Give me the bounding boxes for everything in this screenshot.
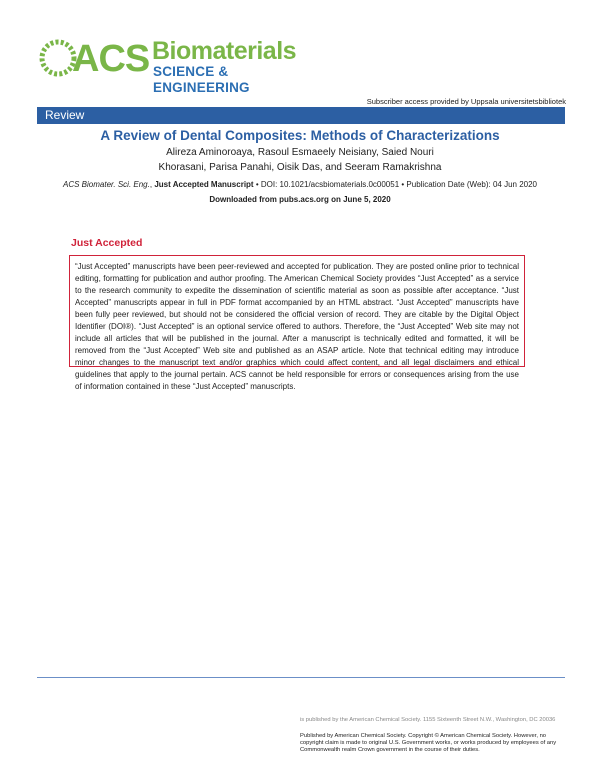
section-bar (37, 107, 565, 124)
publisher-address: is published by the American Chemical Society. 1155 Sixteenth Street N.W., Washington, DC 20036 (300, 717, 556, 723)
section-label: Review (45, 108, 85, 122)
article-title: A Review of Dental Composites: Methods of Characterizations (100, 128, 500, 143)
journal-abbreviation: ACS Biomater. Sci. Eng. (63, 180, 150, 189)
logo-acs-text: ACS (72, 38, 150, 80)
manuscript-status: Just Accepted Manuscript (154, 180, 254, 189)
doi-and-date: • DOI: 10.1021/acsbiomaterials.0c00051 • Publication Date (Web): 04 Jun 2020 (255, 180, 537, 189)
copyright-notice: Published by American Chemical Society. Copyright © American Chemical Society. However, no copyright claim is made to original U.S. Government works, or works produced by employees of any Commonwealth realm Crown government in the course of their duties. (300, 733, 557, 754)
footer-divider (37, 677, 565, 678)
author-list (0, 145, 600, 175)
authors-line-1: Alireza Aminoroaya, Rasoul Esmaeely Neisiany, Saied Nouri (166, 147, 434, 158)
journal-logo (38, 36, 297, 95)
subscriber-access-note: Subscriber access provided by Uppsala universitetsbibliotek (366, 97, 566, 106)
logo-subtitle-text: SCIENCE & ENGINEERING (153, 64, 250, 95)
citation-line: ACS Biomater. Sci. Eng., Just Accepted Manuscript • DOI: 10.1021/acsbiomaterials.0c00051 • Publication Date (Web): 04 Jun 2020 (63, 180, 537, 189)
just-accepted-notice: “Just Accepted” manuscripts have been peer-reviewed and accepted for publication. They are posted online prior to technical editing, formatting for publication and author proofing. The American Chemical Society provides “Just Accepted” as a service to the research community to expedite the dissemination of scientific material as soon as possible after acceptance. “Just Accepted” manuscripts appear in full in PDF format accompanied by an HTML abstract. “Just Accepted” manuscripts have been fully peer reviewed, but should not be considered the official version of record. They are citable by the Digital Object Identifier (DOI®). “Just Accepted” is an optional service offered to authors. Therefore, the “Just Accepted” Web site may not include all articles that will be published in the journal. After a manuscript is technically edited and formatted, it will be removed from the “Just Accepted” Web site and published as an ASAP article. Note that technical editing may introduce minor changes to the manuscript text and/or graphics which could affect content, and all legal disclaimers and ethical guidelines that apply to the journal pertain. ACS cannot be held responsible for errors or consequences arising from the use of information contained in these “Just Accepted” manuscripts. (69, 255, 525, 367)
logo-title-text: Biomaterials (152, 37, 297, 65)
download-note: Downloaded from pubs.acs.org on June 5, 2020 (209, 195, 391, 204)
authors-line-2: Khorasani, Parisa Panahi, Oisik Das, and Seeram Ramakrishna (158, 162, 442, 173)
just-accepted-heading: Just Accepted (71, 237, 143, 249)
